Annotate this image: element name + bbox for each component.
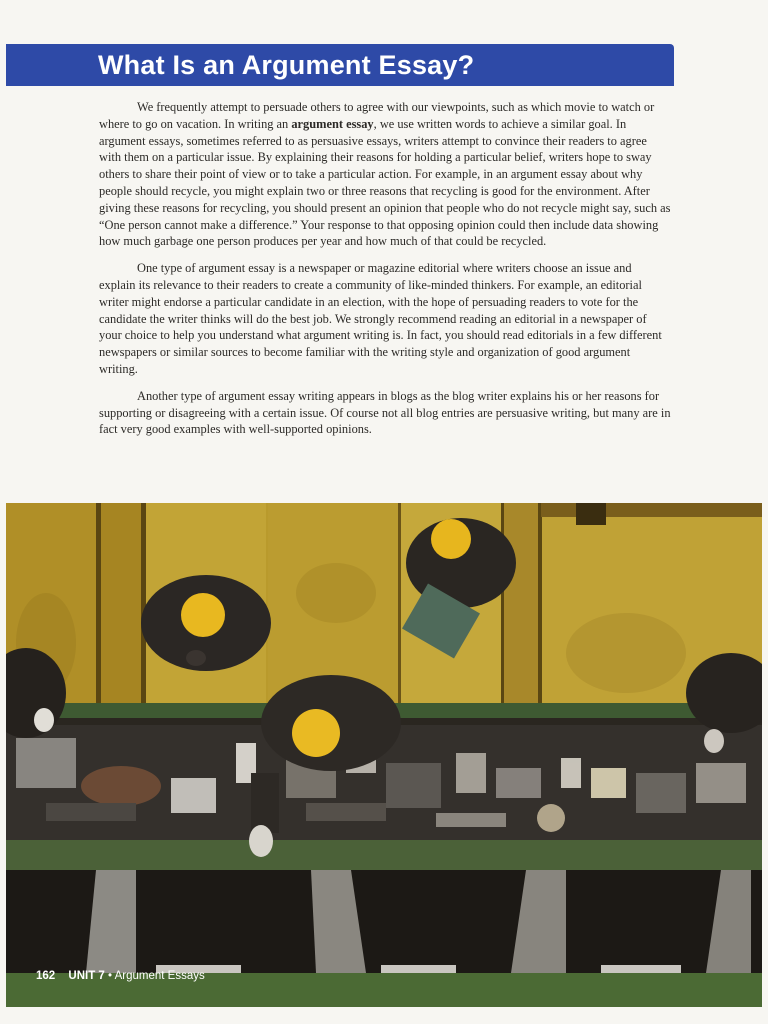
page-title: What Is an Argument Essay? (98, 50, 475, 80)
paragraph-3: Another type of argument essay writing appears in blogs as the blog writer explains his or her reasons for supporting or disagreeing with a certain issue. Of course not all blog entries are persuasive writing, but many are in fact very good examples with well-supported opinions. (99, 388, 671, 437)
recycling-photo (6, 503, 762, 1007)
page-footer (36, 966, 205, 986)
key-term: argument essay (291, 116, 374, 131)
paragraph-2: One type of argument essay is a newspaper or magazine editorial where writers choose an issue and explain its relevance to their readers to create a community of like-minded thinkers. For example, an editorial writer might endorse a particular candidate in an election, with the hope of persuading readers to vote for the candidate the writer thinks will do the best job. We strongly recommend reading an editorial in a newspaper of your choice to help you understand what argument writing is. In fact, you should read editorials in a few different newspapers or similar sources to become familiar with the writing style and organization of good argument writing. (99, 261, 662, 376)
paragraph-1-start: We frequently attempt to persuade others to agree with our viewpoints, such as which movie to watch or where to go on vacation. In writing an (99, 100, 655, 131)
bullet-separator: • (108, 970, 113, 982)
section-label: Argument Essays (114, 970, 205, 982)
paragraph-1 (99, 99, 671, 250)
page-number: 162 (36, 970, 56, 982)
unit-label: UNIT 7 (68, 970, 105, 982)
paragraph-1-end: , we use written words to achieve a similar goal. In argument essays, sometimes referred to as persuasive essays, writers attempt to convince their readers to agree with them on a particular issue. By explaining their reasons for holding a particular belief, writers hope to sway others to share their point of view or to take a particular action. For example, in an argument essay about why people should recycle, you might explain two or three reasons that recycling is good for the environment. After giving these reasons for recycling, you should present an opinion that people who do not recycle might say, such as “One person cannot make a difference.” Your response to that opposing opinion could then include data showing how much garbage one person produces per year and how much of that could be recycled. (99, 116, 671, 249)
article-body (99, 99, 671, 448)
